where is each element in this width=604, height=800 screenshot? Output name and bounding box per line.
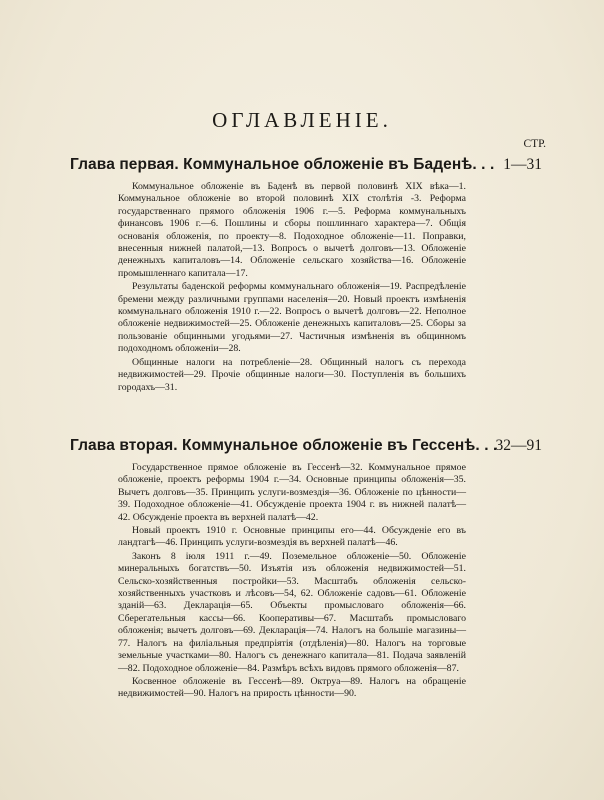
contents-paragraph: Государственное прямое обложеніе въ Гессенѣ—32. Коммунальное прямое обложеніе, проектъ реформы 1904 г.—34. Основные принципы обложенія—35. Вычетъ долговъ—35. Принципъ услуги-возмездія—36. Обложеніе по цѣнности—39. Подоходное обложеніе—41. Обсужденіе проекта 1904 г. въ нижней палатѣ—42. Обсужденіе проекта въ верхней палатѣ—42. — [118, 462, 466, 523]
chapter-title: Глава вторая. Коммунальное обложеніе въ Гессенѣ. . . — [70, 437, 498, 454]
chapter-pages: 32—91 — [495, 437, 542, 454]
chapter-title: Глава первая. Коммунальное обложеніе въ Баденѣ. . . — [70, 156, 495, 173]
chapter-heading-1 — [70, 156, 542, 176]
chapter-contents-2 — [118, 462, 466, 701]
contents-paragraph: Законъ 8 іюля 1911 г.—49. Поземельное обложеніе—50. Обложеніе минеральныхъ богатствъ—50. Изъятія изъ обложенія недвижимостей—51. Сельско-хозяйственныя постройки—53. Масштабъ обложенія сельско-хозяйственныхъ участковъ и лѣсовъ—54, 62. Обложеніе садовъ—61. Обложеніе зданій—63. Декларація—65. Объекты промысловаго обложенія—66. Сберегательныя кассы—66. Кооперативы—67. Масштабъ промысловаго обложенія; вычетъ долговъ—69. Декларація—74. Налогъ на большіе магазины—77. Налогъ на филіальныя предпріятія (отдѣленія)—80. Налогъ на торговые земельные участками—80. Налогъ съ денежнаго капитала—81. Подача заявленій—82. Подоходное обложеніе—84. Размѣръ всѣхъ видовъ прямого обложенія—87. — [118, 550, 466, 674]
page-column-label: СТР. — [523, 138, 546, 150]
contents-paragraph: Результаты баденской реформы коммунальнаго обложенія—19. Распредѣленіе бремени между различными группами населенія—20. Новый проектъ измѣненія коммунальнаго обложенія 1910 г.—22. Вопросъ о вычетѣ долговъ—22. Неполное обложеніе недвижимостей—25. Обложеніе денежныхъ капиталовъ—25. Сборы за пользованіе общинными угодьями—27. Частичныя измѣненія въ общинномъ подоходномъ обложеніи—28. — [118, 281, 466, 355]
contents-paragraph: Коммунальное обложеніе въ Баденѣ въ первой половинѣ XIX вѣка—1. Коммунальное обложеніе во второй половинѣ XIX столѣтія -3. Реформа государственнаго прямого обложенія 1906 г.—5. Реформа коммунальныхъ финансовъ 1906 г.—6. Пошлины и сборы пошлиннаго характера—7. Общія основанія обложенія, по проекту—8. Подоходное обложеніе—11. Поправки, внесенныя нижней палатой,—13. Вопросъ о вычетѣ долговъ—13. Обложеніе денежныхъ капиталовъ—14. Обложеніе сельскаго хозяйства—16. Обложеніе промышленнаго капитала—17. — [118, 181, 466, 279]
contents-paragraph: Косвенное обложеніе въ Гессенѣ—89. Октруа—89. Налогъ на обращеніе недвижимостей—90. Налогъ на прирость цѣнности—90. — [118, 675, 466, 700]
chapter-pages: 1—31 — [503, 156, 542, 173]
page-title: ОГЛАВЛЕНІЕ. — [212, 108, 392, 132]
contents-paragraph: Общинные налоги на потребленіе—28. Общинный налогъ съ перехода недвижимостей—29. Прочіе общинные налоги—30. Поступленія въ большихъ городахъ—31. — [118, 356, 466, 393]
chapter-contents-1 — [118, 181, 466, 394]
contents-paragraph: Новый проектъ 1910 г. Основные принципы его—44. Обсужденіе его въ ландтагѣ—46. Принципъ услуги-возмездія въ верхней палатѣ—46. — [118, 525, 466, 549]
chapter-heading-2 — [70, 437, 542, 457]
